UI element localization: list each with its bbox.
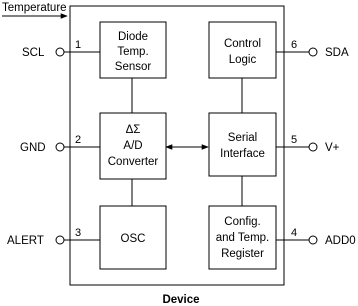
control-label: Control <box>223 38 262 50</box>
pin-add0-number: 4 <box>291 227 298 239</box>
converter-label: Converter <box>107 156 159 168</box>
pin-alert-terminal <box>56 236 64 244</box>
pin-vplus-number: 5 <box>291 134 298 146</box>
serial-interface-block <box>209 113 276 176</box>
config-label: Config. <box>224 216 261 228</box>
pin-vplus-name: V+ <box>325 142 340 154</box>
config-temp-register-block <box>209 206 276 269</box>
pin-alert-name: ALERT <box>7 235 44 247</box>
sensor-label: Sensor <box>114 61 152 73</box>
pin-scl-terminal <box>56 48 64 56</box>
logic-label: Logic <box>228 54 257 66</box>
and-temp-label: and Temp. <box>215 232 270 244</box>
pin-vplus <box>276 134 340 154</box>
control-logic-block <box>209 22 276 78</box>
temperature-input-label: Temperature <box>2 2 67 14</box>
pin-gnd-name: GND <box>20 142 46 154</box>
pin-sda-number: 6 <box>291 39 298 51</box>
interface-label: Interface <box>220 148 265 160</box>
device-caption: Device <box>162 294 200 306</box>
pin-gnd-number: 2 <box>75 134 82 146</box>
pin-alert-number: 3 <box>75 227 82 239</box>
osc-block <box>100 206 166 269</box>
pin-scl-number: 1 <box>75 39 82 51</box>
ad-label: A/D <box>123 140 143 152</box>
register-label: Register <box>221 248 264 260</box>
pin-gnd-terminal <box>56 143 64 151</box>
adc-block <box>100 113 166 179</box>
diode-label: Diode <box>117 31 149 43</box>
pin-sda-name: SDA <box>325 47 349 59</box>
pin-sda-terminal <box>309 48 317 56</box>
diode-temp-sensor-block <box>100 22 166 78</box>
pin-add0-name: ADD0 <box>325 235 356 247</box>
pin-add0-terminal <box>309 236 317 244</box>
serial-label: Serial <box>227 132 258 144</box>
osc-label: OSC <box>120 233 146 245</box>
pin-sda <box>276 39 349 59</box>
pin-scl-name: SCL <box>22 47 45 59</box>
delta-sigma-label: ΔΣ <box>125 124 141 136</box>
pin-vplus-terminal <box>309 143 317 151</box>
temp-label: Temp. <box>117 46 149 58</box>
pin-add0 <box>276 227 356 247</box>
